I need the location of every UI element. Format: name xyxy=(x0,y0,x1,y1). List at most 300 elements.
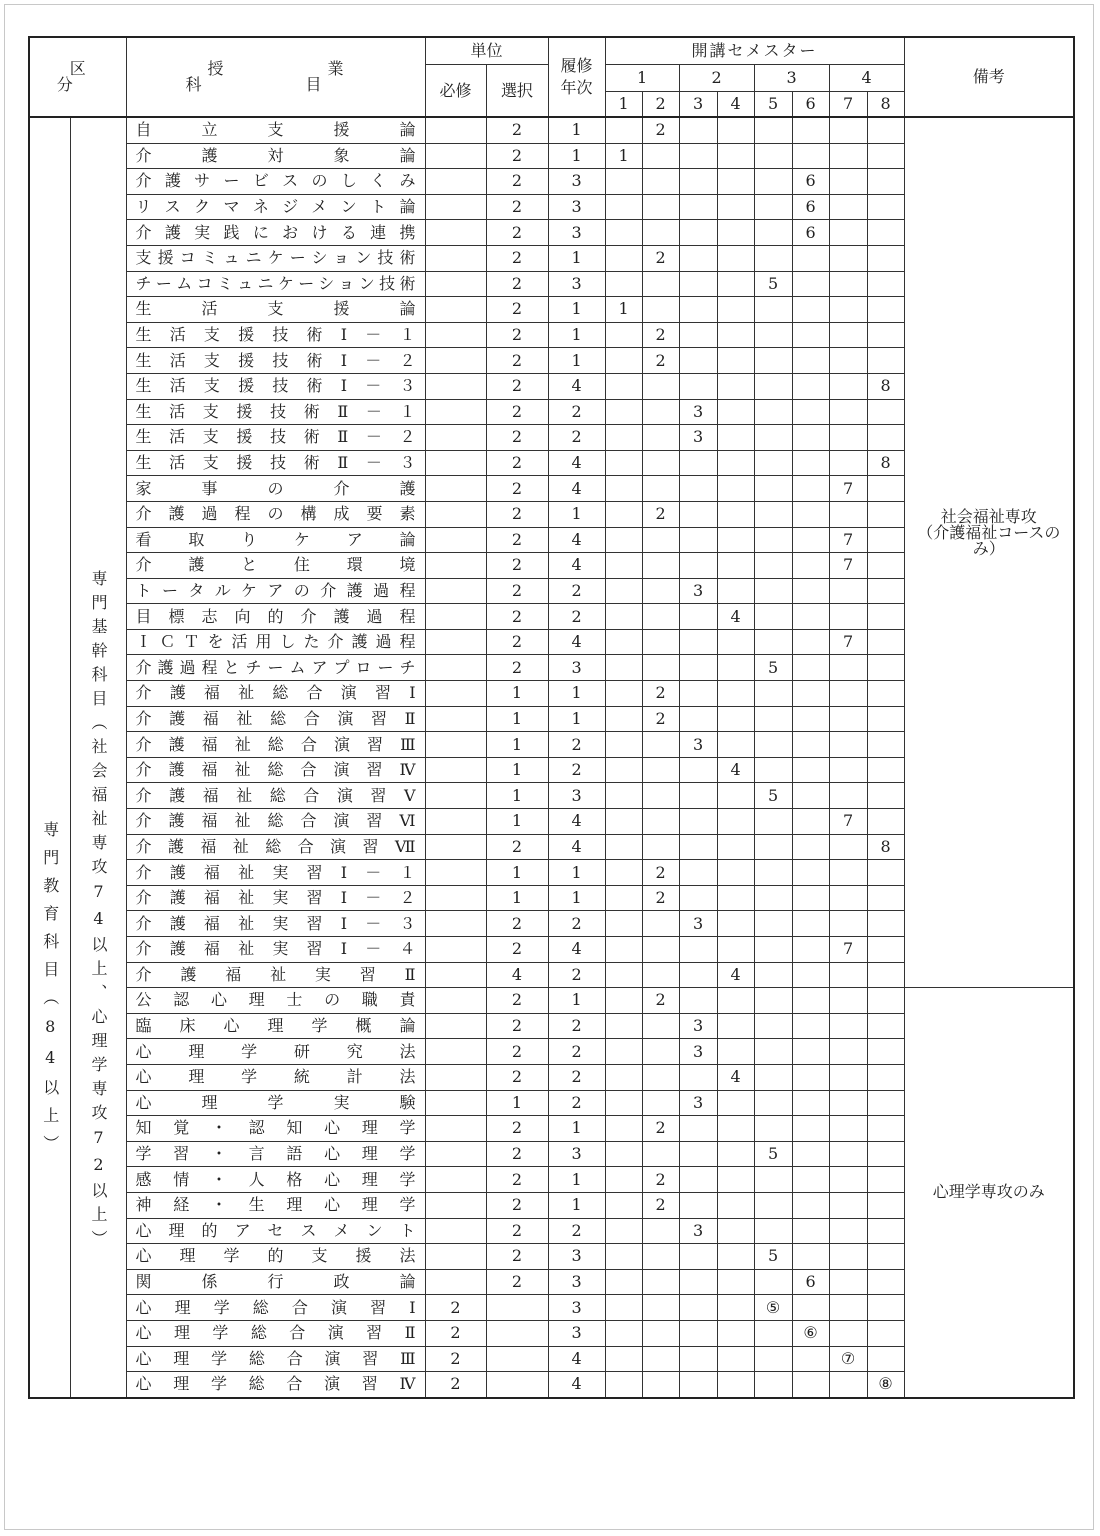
semester-cell xyxy=(867,1244,904,1270)
subject-name: 感情・人格心理学 xyxy=(126,1167,425,1193)
semester-cell xyxy=(679,322,717,348)
semester-cell xyxy=(792,911,829,937)
elective-credits: 2 xyxy=(486,553,548,579)
subject-name: 介護福祉実習Ⅰ－１ xyxy=(126,860,425,886)
semester-cell xyxy=(792,860,829,886)
semester-cell xyxy=(642,937,679,963)
semester-cell xyxy=(829,271,867,297)
study-year: 2 xyxy=(548,962,605,988)
semester-cell xyxy=(754,297,792,323)
semester-cell xyxy=(605,527,642,553)
semester-cell xyxy=(679,194,717,220)
semester-cell xyxy=(829,1295,867,1321)
semester-cell xyxy=(792,809,829,835)
semester-cell xyxy=(605,1372,642,1398)
semester-cell xyxy=(867,604,904,630)
semester-cell xyxy=(605,860,642,886)
semester-cell xyxy=(867,911,904,937)
semester-cell xyxy=(754,143,792,169)
semester-cell xyxy=(605,1320,642,1346)
semester-cell xyxy=(829,1039,867,1065)
semester-cell xyxy=(717,1320,754,1346)
subject-name: リスクマネジメント論 xyxy=(126,194,425,220)
semester-cell xyxy=(679,245,717,271)
semester-cell xyxy=(605,1116,642,1142)
semester-cell xyxy=(754,220,792,246)
semester-cell xyxy=(867,348,904,374)
semester-cell xyxy=(642,1295,679,1321)
required-credits: 2 xyxy=(425,1372,486,1398)
header-sem-8: 8 xyxy=(867,92,904,118)
subject-name: 心理学総合演習Ⅲ xyxy=(126,1346,425,1372)
elective-credits: 2 xyxy=(486,245,548,271)
required-credits xyxy=(425,1192,486,1218)
study-year: 4 xyxy=(548,450,605,476)
elective-credits: 2 xyxy=(486,117,548,143)
semester-cell xyxy=(792,834,829,860)
required-credits xyxy=(425,373,486,399)
semester-mark: 3 xyxy=(679,1218,717,1244)
required-credits xyxy=(425,885,486,911)
study-year: 1 xyxy=(548,117,605,143)
required-credits xyxy=(425,578,486,604)
semester-cell xyxy=(717,629,754,655)
semester-cell xyxy=(605,962,642,988)
elective-credits: 2 xyxy=(486,297,548,323)
study-year: 4 xyxy=(548,937,605,963)
elective-credits: 2 xyxy=(486,655,548,681)
study-year: 3 xyxy=(548,1244,605,1270)
semester-cell xyxy=(642,450,679,476)
study-year: 4 xyxy=(548,476,605,502)
semester-cell xyxy=(679,604,717,630)
semester-mark: 5 xyxy=(754,655,792,681)
semester-mark: 2 xyxy=(642,117,679,143)
semester-cell xyxy=(867,1039,904,1065)
study-year: 1 xyxy=(548,501,605,527)
elective-credits: 2 xyxy=(486,911,548,937)
semester-cell xyxy=(867,681,904,707)
semester-cell xyxy=(867,860,904,886)
subject-name: 関係行政論 xyxy=(126,1269,425,1295)
semester-cell xyxy=(792,937,829,963)
semester-cell xyxy=(605,271,642,297)
semester-cell xyxy=(829,245,867,271)
semester-cell xyxy=(829,1090,867,1116)
elective-credits: 2 xyxy=(486,425,548,451)
subject-name: 心理学的支援法 xyxy=(126,1244,425,1270)
required-credits xyxy=(425,834,486,860)
semester-cell xyxy=(829,348,867,374)
semester-cell xyxy=(829,911,867,937)
semester-cell xyxy=(792,399,829,425)
semester-cell xyxy=(754,450,792,476)
semester-cell xyxy=(605,220,642,246)
semester-cell xyxy=(605,988,642,1014)
semester-cell xyxy=(717,988,754,1014)
semester-cell xyxy=(679,834,717,860)
study-year: 1 xyxy=(548,706,605,732)
semester-cell xyxy=(605,809,642,835)
semester-cell xyxy=(829,1116,867,1142)
elective-credits xyxy=(486,1295,548,1321)
semester-cell xyxy=(642,194,679,220)
semester-cell xyxy=(792,373,829,399)
subject-name: 介護実践における連携 xyxy=(126,220,425,246)
semester-cell xyxy=(679,143,717,169)
required-credits xyxy=(425,143,486,169)
semester-cell xyxy=(867,655,904,681)
semester-cell xyxy=(829,834,867,860)
semester-cell xyxy=(829,860,867,886)
elective-credits: 2 xyxy=(486,1116,548,1142)
semester-mark: 8 xyxy=(867,450,904,476)
semester-cell xyxy=(792,297,829,323)
study-year: 3 xyxy=(548,194,605,220)
semester-cell xyxy=(679,271,717,297)
study-year: 2 xyxy=(548,1218,605,1244)
semester-cell xyxy=(754,501,792,527)
required-credits xyxy=(425,553,486,579)
study-year: 1 xyxy=(548,297,605,323)
semester-cell xyxy=(679,501,717,527)
semester-cell xyxy=(792,117,829,143)
semester-cell xyxy=(867,1090,904,1116)
semester-cell xyxy=(867,757,904,783)
semester-cell xyxy=(792,527,829,553)
semester-cell xyxy=(829,1141,867,1167)
semester-cell xyxy=(829,450,867,476)
semester-cell xyxy=(642,604,679,630)
semester-cell xyxy=(642,220,679,246)
study-year: 1 xyxy=(548,860,605,886)
subject-name: 生活支援技術Ⅰ－２ xyxy=(126,348,425,374)
required-credits: 2 xyxy=(425,1295,486,1321)
semester-cell xyxy=(867,706,904,732)
subject-name: 介護福祉総合演習Ⅶ xyxy=(126,834,425,860)
study-year: 4 xyxy=(548,527,605,553)
semester-cell xyxy=(717,399,754,425)
elective-credits: 2 xyxy=(486,629,548,655)
elective-credits: 1 xyxy=(486,757,548,783)
semester-mark: ⑦ xyxy=(829,1346,867,1372)
semester-cell xyxy=(867,143,904,169)
required-credits xyxy=(425,527,486,553)
semester-cell xyxy=(642,655,679,681)
semester-cell xyxy=(642,169,679,195)
semester-cell xyxy=(754,1013,792,1039)
header-year-1: 1 xyxy=(605,65,679,92)
subject-name: 介護福祉実習Ⅰ－４ xyxy=(126,937,425,963)
required-credits xyxy=(425,1064,486,1090)
header-sem-6: 6 xyxy=(792,92,829,118)
semester-mark: 2 xyxy=(642,322,679,348)
semester-cell xyxy=(679,1064,717,1090)
semester-cell xyxy=(717,373,754,399)
subject-name: 介護福祉総合演習Ⅰ xyxy=(126,681,425,707)
semester-cell xyxy=(829,1218,867,1244)
elective-credits: 2 xyxy=(486,527,548,553)
semester-cell xyxy=(754,911,792,937)
semester-cell xyxy=(754,732,792,758)
semester-cell xyxy=(717,476,754,502)
semester-cell xyxy=(642,757,679,783)
semester-cell xyxy=(792,322,829,348)
semester-cell xyxy=(867,783,904,809)
semester-cell xyxy=(642,1346,679,1372)
semester-cell xyxy=(829,425,867,451)
elective-credits: 2 xyxy=(486,271,548,297)
semester-cell xyxy=(829,117,867,143)
semester-cell xyxy=(792,450,829,476)
semester-cell xyxy=(867,501,904,527)
semester-cell xyxy=(679,169,717,195)
semester-cell xyxy=(867,194,904,220)
semester-cell xyxy=(679,553,717,579)
semester-cell xyxy=(792,348,829,374)
header-sem-5: 5 xyxy=(754,92,792,118)
semester-cell xyxy=(754,1167,792,1193)
required-credits xyxy=(425,117,486,143)
study-year: 2 xyxy=(548,1090,605,1116)
semester-cell xyxy=(605,476,642,502)
required-credits xyxy=(425,681,486,707)
semester-cell xyxy=(754,553,792,579)
study-year: 2 xyxy=(548,1064,605,1090)
semester-mark: 3 xyxy=(679,911,717,937)
semester-cell xyxy=(605,348,642,374)
required-credits xyxy=(425,988,486,1014)
study-year: 1 xyxy=(548,885,605,911)
semester-cell xyxy=(754,1320,792,1346)
curriculum-table xyxy=(28,36,1075,1399)
semester-cell xyxy=(754,629,792,655)
subject-name: 介護サービスのしくみ xyxy=(126,169,425,195)
header-remarks: 備考 xyxy=(904,37,1074,117)
subject-name: 知覚・認知心理学 xyxy=(126,1116,425,1142)
subject-name: 生活支援技術Ⅰ－１ xyxy=(126,322,425,348)
semester-cell xyxy=(605,1090,642,1116)
semester-mark: 7 xyxy=(829,553,867,579)
semester-cell xyxy=(642,1218,679,1244)
semester-cell xyxy=(642,1141,679,1167)
elective-credits xyxy=(486,1346,548,1372)
elective-credits: 2 xyxy=(486,322,548,348)
semester-cell xyxy=(867,1295,904,1321)
semester-cell xyxy=(679,757,717,783)
header-sem-4: 4 xyxy=(717,92,754,118)
semester-cell xyxy=(717,783,754,809)
semester-cell xyxy=(867,117,904,143)
semester-cell xyxy=(792,732,829,758)
semester-mark: 3 xyxy=(679,425,717,451)
required-credits xyxy=(425,1090,486,1116)
study-year: 4 xyxy=(548,1372,605,1398)
semester-mark: 1 xyxy=(605,297,642,323)
semester-mark: 5 xyxy=(754,1141,792,1167)
semester-cell xyxy=(605,578,642,604)
semester-cell xyxy=(754,757,792,783)
semester-cell xyxy=(867,527,904,553)
semester-cell xyxy=(867,629,904,655)
semester-mark: 3 xyxy=(679,1013,717,1039)
study-year: 1 xyxy=(548,1167,605,1193)
semester-cell xyxy=(605,245,642,271)
semester-cell xyxy=(792,425,829,451)
semester-cell xyxy=(717,527,754,553)
elective-credits: 2 xyxy=(486,988,548,1014)
semester-cell xyxy=(792,1167,829,1193)
elective-credits: 1 xyxy=(486,1090,548,1116)
semester-cell xyxy=(679,297,717,323)
semester-cell xyxy=(717,1192,754,1218)
required-credits xyxy=(425,1116,486,1142)
semester-cell xyxy=(679,450,717,476)
subject-name: トータルケアの介護過程 xyxy=(126,578,425,604)
study-year: 3 xyxy=(548,271,605,297)
semester-cell xyxy=(829,220,867,246)
semester-cell xyxy=(754,527,792,553)
semester-mark: 2 xyxy=(642,348,679,374)
semester-cell xyxy=(679,681,717,707)
semester-cell xyxy=(605,425,642,451)
required-credits xyxy=(425,476,486,502)
semester-cell xyxy=(867,885,904,911)
semester-cell xyxy=(717,553,754,579)
elective-credits xyxy=(486,1372,548,1398)
semester-cell xyxy=(679,1269,717,1295)
semester-mark: 5 xyxy=(754,783,792,809)
required-credits xyxy=(425,1141,486,1167)
semester-cell xyxy=(605,834,642,860)
semester-cell xyxy=(867,937,904,963)
semester-cell xyxy=(829,1244,867,1270)
elective-credits: 2 xyxy=(486,1039,548,1065)
header-sem-2: 2 xyxy=(642,92,679,118)
semester-cell xyxy=(867,1064,904,1090)
semester-cell xyxy=(754,1346,792,1372)
required-credits: 2 xyxy=(425,1320,486,1346)
required-credits xyxy=(425,220,486,246)
semester-cell xyxy=(792,1116,829,1142)
subject-name: 介護福祉総合演習Ⅴ xyxy=(126,783,425,809)
semester-cell xyxy=(754,399,792,425)
subject-name: 学習・言語心理学 xyxy=(126,1141,425,1167)
subject-name: 支援コミュニケーション技術 xyxy=(126,245,425,271)
elective-credits: 2 xyxy=(486,476,548,502)
semester-cell xyxy=(605,1218,642,1244)
study-year: 2 xyxy=(548,732,605,758)
semester-cell xyxy=(867,1346,904,1372)
semester-cell xyxy=(717,911,754,937)
semester-mark: 6 xyxy=(792,194,829,220)
table-row xyxy=(29,117,1074,143)
semester-cell xyxy=(717,1346,754,1372)
semester-mark: 3 xyxy=(679,578,717,604)
semester-cell xyxy=(867,245,904,271)
subject-name: 目標志向的介護過程 xyxy=(126,604,425,630)
semester-cell xyxy=(605,1192,642,1218)
semester-cell xyxy=(642,911,679,937)
semester-cell xyxy=(717,1295,754,1321)
elective-credits: 2 xyxy=(486,169,548,195)
semester-cell xyxy=(679,706,717,732)
header-year: 履修年次 xyxy=(548,37,605,117)
semester-cell xyxy=(754,937,792,963)
semester-mark: 5 xyxy=(754,271,792,297)
semester-cell xyxy=(717,169,754,195)
required-credits xyxy=(425,1013,486,1039)
semester-cell xyxy=(867,809,904,835)
semester-cell xyxy=(605,757,642,783)
semester-cell xyxy=(679,1295,717,1321)
semester-cell xyxy=(754,578,792,604)
semester-cell xyxy=(679,1320,717,1346)
semester-cell xyxy=(867,1192,904,1218)
semester-cell xyxy=(717,1013,754,1039)
semester-cell xyxy=(679,1192,717,1218)
semester-cell xyxy=(605,885,642,911)
semester-cell xyxy=(717,732,754,758)
required-credits xyxy=(425,629,486,655)
semester-cell xyxy=(754,834,792,860)
semester-cell xyxy=(754,962,792,988)
semester-cell xyxy=(792,1013,829,1039)
elective-credits xyxy=(486,1320,548,1346)
semester-cell xyxy=(717,1218,754,1244)
subject-name: 介護過程の構成要素 xyxy=(126,501,425,527)
semester-mark: 6 xyxy=(792,220,829,246)
semester-cell xyxy=(867,271,904,297)
study-year: 4 xyxy=(548,834,605,860)
semester-mark: 3 xyxy=(679,1039,717,1065)
semester-cell xyxy=(867,962,904,988)
semester-cell xyxy=(642,425,679,451)
subject-name: 心理的アセスメント xyxy=(126,1218,425,1244)
semester-mark: 2 xyxy=(642,1116,679,1142)
semester-mark: 1 xyxy=(605,143,642,169)
semester-cell xyxy=(754,169,792,195)
header-year-2: 2 xyxy=(679,65,754,92)
semester-cell xyxy=(642,1372,679,1398)
semester-cell xyxy=(754,373,792,399)
semester-cell xyxy=(754,117,792,143)
semester-cell xyxy=(679,937,717,963)
semester-mark: 8 xyxy=(867,834,904,860)
semester-cell xyxy=(829,1372,867,1398)
elective-credits: 2 xyxy=(486,501,548,527)
remarks-psychology: 心理学専攻のみ xyxy=(904,988,1074,1398)
elective-credits: 2 xyxy=(486,373,548,399)
semester-cell xyxy=(717,1141,754,1167)
study-year: 4 xyxy=(548,809,605,835)
required-credits xyxy=(425,399,486,425)
subject-name: 介護福祉総合演習Ⅵ xyxy=(126,809,425,835)
semester-cell xyxy=(605,1295,642,1321)
semester-cell xyxy=(605,1141,642,1167)
semester-cell xyxy=(829,732,867,758)
semester-cell xyxy=(792,476,829,502)
subject-name: 生活支援技術Ⅱ－２ xyxy=(126,425,425,451)
semester-cell xyxy=(679,117,717,143)
semester-cell xyxy=(679,348,717,374)
semester-cell xyxy=(792,1346,829,1372)
semester-cell xyxy=(605,169,642,195)
semester-cell xyxy=(679,1244,717,1270)
semester-mark: 7 xyxy=(829,937,867,963)
semester-cell xyxy=(829,1269,867,1295)
semester-cell xyxy=(717,1116,754,1142)
